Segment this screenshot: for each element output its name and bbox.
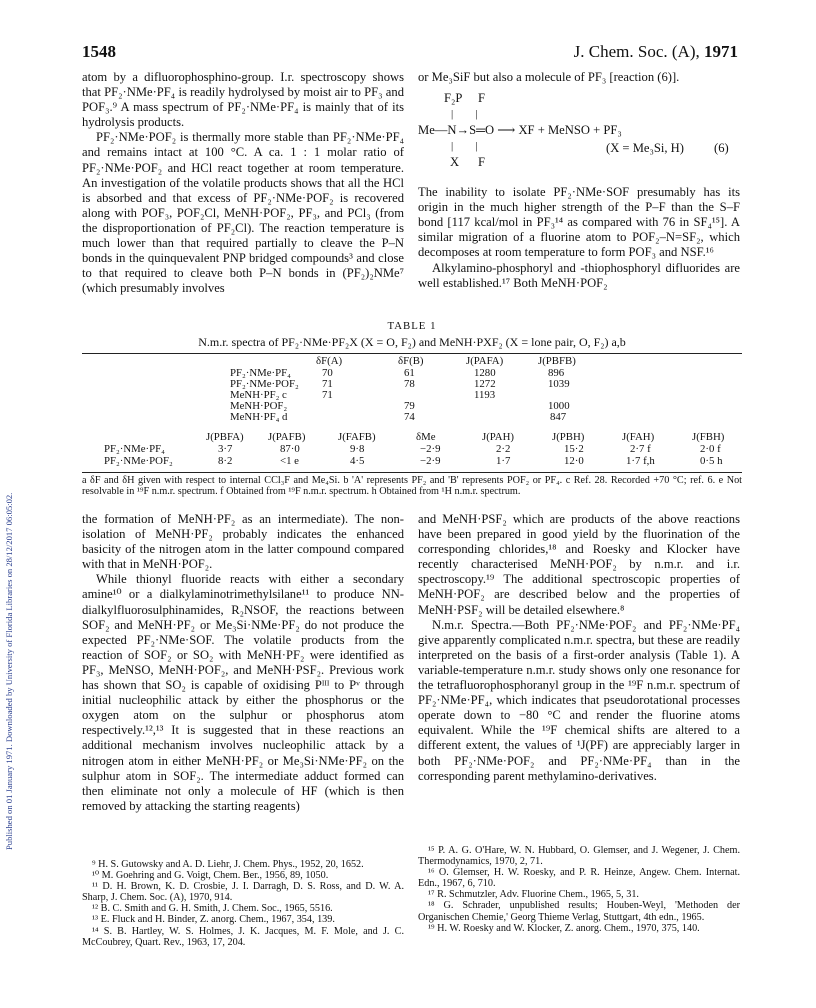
table-cell: 15·2	[564, 443, 584, 455]
table-cell: 2·0 f	[700, 443, 721, 455]
scheme-bond: | |	[451, 108, 478, 121]
table-cell: 4·5	[350, 455, 365, 467]
journal-year: 1971	[704, 42, 738, 61]
table-row-name: PF₂·NMe·POF₂	[104, 455, 173, 467]
table-cell: 79	[404, 400, 415, 412]
scheme-bond: | |	[451, 140, 478, 153]
table-cell: 1272	[474, 378, 496, 390]
nmr-table	[82, 320, 742, 498]
reference: ¹⁷ R. Schmutzler, Adv. Fluorine Chem., 1965, 5, 31.	[428, 889, 639, 901]
right-column-top	[418, 70, 740, 291]
reference: ¹⁴ S. B. Hartley, W. S. Holmes, J. K. Jacques, M. F. Mole, and J. C. McCoubrey, Quart. Rev., 1963, 17, 204.	[82, 925, 404, 948]
table-row-name: PF₂·NMe·POF₂	[230, 378, 299, 390]
reference: ⁹ H. S. Gutowsky and A. D. Liehr, J. Chem. Phys., 1952, 20, 1652.	[92, 859, 364, 870]
left-column-top	[82, 70, 404, 296]
table-cell: 1193	[474, 389, 496, 401]
table-row-name: MeNH·PF₄ d	[230, 411, 288, 423]
table-footnote: a δF and δH given with respect to internal CCl₃F and Me₄Si. b 'A' represents PF₂ and 'B' represents POF₂ or PF₄. c Ref. 28. Recorded +70 °C; ref. 6. e Not resolvable in ¹⁹F n.m.r. spectrum. f Obtained from ¹⁹F n.m.r. spectrum. h Obtained from ¹H n.m.r. spectrum.	[82, 475, 742, 498]
table-cell: 2·7 f	[630, 443, 651, 455]
table-cell: 1280	[474, 367, 496, 379]
reaction-scheme	[418, 89, 740, 185]
scheme-top-left: F₂P	[444, 91, 463, 106]
table-caption: N.m.r. spectra of PF₂·NMe·PF₂X (X = O, F₂) and MeNH·PXF₂ (X = lone pair, O, F₂) a,b	[198, 335, 626, 349]
table-row-name: PF₂·NMe·PF₄	[230, 367, 291, 379]
table-header: δF(A)	[316, 355, 343, 367]
table-header: J(FBH)	[692, 431, 725, 443]
reference: ¹⁸ G. Schrader, unpublished results; Houben-Weyl, 'Methoden der Organischen Chemie,' Georg Thieme Verlag, Stuttgart, 4th edn., 1965.	[418, 900, 740, 923]
scheme-bottom-right: F	[478, 155, 486, 170]
scheme-number: (6)	[714, 141, 729, 156]
table-header: J(PAFA)	[466, 355, 504, 367]
table-cell: −2·9	[420, 443, 441, 455]
table-cell: 1000	[548, 400, 570, 412]
table-header: J(PBFB)	[538, 355, 576, 367]
download-watermark: Published on 01 January 1971. Downloaded by University of Florida Libraries on 28/12/2017 06:05:02.	[4, 492, 14, 850]
table-row-name: PF₂·NMe·PF₄	[104, 443, 165, 455]
reference: ¹⁶ O. Glemser, H. W. Roesky, and P. R. Heinze, Angew. Chem. Internat. Edn., 1967, 6, 710.	[418, 867, 740, 890]
reference: ¹⁰ M. Goehring and G. Voigt, Chem. Ber., 1956, 89, 1050.	[92, 870, 329, 882]
reference: ¹¹ D. H. Brown, K. D. Crosbie, J. I. Darragh, D. S. Ross, and D. W. A. Sharp, J. Chem. Soc. (A), 1970, 914.	[82, 881, 404, 904]
right-column-bottom	[418, 512, 740, 784]
table-cell: 1039	[548, 378, 570, 390]
paragraph: the formation of MeNH·PF₂ as an intermediate). The non-isolation of MeNH·PF₂ probably indicates the enhanced basicity of the nitrogen atom in the latter compound compared with that in MeNH·POF₂.	[82, 512, 404, 572]
journal-header	[574, 42, 738, 62]
table-cell: 8·2	[218, 455, 233, 467]
table-title: TABLE 1	[387, 320, 437, 332]
table-cell: 74	[404, 411, 415, 423]
table-row-name: MeNH·PF₂ c	[230, 389, 287, 401]
table-header: J(PBH)	[552, 431, 585, 443]
table-header: J(PAFB)	[268, 431, 306, 443]
table-header: δF(B)	[398, 355, 424, 367]
scheme-main: Me—N→S═O ⟶ XF + MeNSO + PF₃	[418, 123, 622, 138]
table-cell: 71	[322, 378, 333, 390]
references-left	[82, 859, 404, 948]
table-header: J(FAH)	[622, 431, 655, 443]
table-cell: 1·7	[496, 455, 511, 467]
journal-name: J. Chem. Soc. (A),	[573, 42, 700, 61]
paragraph: PF₂·NMe·POF₂ is thermally more stable than PF₂·NMe·PF₄ and remains intact at 100 °C. A ca. 1 : 1 molar ratio of PF₂·NMe·POF₂ and HCl react together at room temperature. An investigation of the volatile products shows that all the HCl is absorbed and that excess of PF₂·NMe·POF₂ is recovered along with POF₃, POF₂Cl, MeNH·POF₂, PF₃, and PCl₃ (from the disproportionation of PF₂Cl). The reaction temperature is much lower than that required partially to cleave the P–N bonds in the quinquevalent PNP bridged compounds³ and close to that required to cleave both P–N bonds in (PF₂)₂NMe⁷ (which presumably involves	[82, 130, 404, 296]
paragraph: N.m.r. Spectra.—Both PF₂·NMe·POF₂ and PF₂·NMe·PF₄ give apparently complicated n.m.r. spectra, but these are readily interpreted on the basis of a first-order analysis (Table 1). A variable-temperature n.m.r. study shows only one resonance for the tetrafluorophosphoranyl group in the ¹⁹F n.m.r. spectrum of PF₂·NMe·PF₄, which indicates that pseudorotational processes operate down to −80 °C and render the fluorine atoms equivalent. While the ¹⁹F chemical shifts are altered to a different extent, the values of ¹J(PF) are appreciably larger in both PF₂·NMe·POF₂ and PF₂·NMe·PF₄ than in the corresponding parent methylamino-derivatives.	[418, 617, 740, 783]
table-cell: 71	[322, 389, 333, 401]
reference: ¹³ E. Fluck and H. Binder, Z. anorg. Chem., 1967, 354, 139.	[92, 914, 335, 926]
paragraph: Alkylamino-phosphoryl and -thiophosphoryl difluorides are well established.¹⁷ Both MeNH·POF₂	[418, 260, 740, 290]
references-right	[418, 845, 740, 934]
table-cell: 847	[550, 411, 567, 423]
table-header: J(FAFB)	[338, 431, 376, 443]
table-cell: <1 e	[280, 455, 299, 467]
table-cell: 12·0	[564, 455, 584, 467]
table-cell: 70	[322, 367, 333, 379]
table-header: J(PAH)	[482, 431, 515, 443]
table-row-name: MeNH·POF₂	[230, 400, 288, 412]
paragraph: and MeNH·PSF₂ which are products of the above reactions have been prepared in good yield by the fluorination of the corresponding chlorides,¹⁸ and Roesky and Klocker have recently characterised MeNH·POF₂ by n.m.r. and i.r. spectroscopy.¹⁹ The additional spectroscopic properties of MeNH·POF₂ are described below and the properties of MeNH·PSF₂ will be detailed elsewhere.⁸	[418, 512, 740, 617]
reference: ¹² B. C. Smith and G. H. Smith, J. Chem. Soc., 1965, 5516.	[92, 903, 333, 915]
table-upper	[82, 354, 742, 432]
scheme-bottom-left: X	[450, 155, 460, 170]
table-cell: 61	[404, 367, 415, 379]
table-cell: 78	[404, 378, 415, 390]
table-cell: 896	[548, 367, 565, 379]
table-header: J(PBFA)	[206, 431, 244, 443]
scheme-condition: (X = Me₃Si, H)	[606, 141, 684, 156]
paragraph: or Me₃SiF but also a molecule of PF₃ [reaction (6)].	[418, 70, 680, 84]
table-cell: 2·2	[496, 443, 511, 455]
reference: ¹⁹ H. W. Roesky and W. Klocker, Z. anorg. Chem., 1970, 375, 140.	[428, 922, 700, 934]
table-cell: 87·0	[280, 443, 300, 455]
paragraph: atom by a difluorophosphino-group. I.r. spectroscopy shows that PF₂·NMe·PF₄ is readily hydrolysed by moist air to PF₃ and POF₃.⁹ A mass spectrum of PF₂·NMe·PF₄ is mainly that of its hydrolysis products.	[82, 70, 404, 130]
page-number: 1548	[82, 42, 116, 61]
table-cell: 0·5 h	[700, 455, 723, 467]
table-lower	[82, 432, 742, 472]
paragraph: The inability to isolate PF₂·NMe·SOF presumably has its origin in the much higher strength of the P–F than the S–F bond [117 kcal/mol in PF₃¹⁴ as compared with 76 in SF₄¹⁵]. A similar migration of a fluorine atom to POF₂–N=SF₂, which decomposes at room temperature to form POF₃ and NSF.¹⁶	[418, 185, 740, 260]
table-rule	[82, 472, 742, 473]
table-cell: 1·7 f,h	[626, 455, 655, 467]
scheme-top-right: F	[478, 91, 486, 106]
table-cell: 3·7	[218, 443, 233, 455]
paragraph: While thionyl fluoride reacts with either a secondary amine¹⁰ or a dialkylaminotrimethylsilane¹¹ to produce NN-dialkylfluorosulphinamides, R₂NSOF, the reactions between SOF₂ and MeNH·PF₂ or Me₃Si·NMe·PF₂ do not produce the expected PF₂·NMe·SOF. The volatile products from the reaction of SOF₂ or SO₂ with MeNH·PF₂ were identified as PF₃, MeNSO, MeNH·POF₂, and MeNH·PSF₂. Previous work has shown that SO₂ is capable of oxidising Pᴵᴵᴵ to Pᵛ through initial nucleophilic attack by either the phosphorus or the oxygen atom on the sulphur or phosphorus atom respectively.¹²,¹³ It is suggested that in these reactions an additional mechanism involves nucleophilic attack by a nitrogen atom in either MeNH·PF₂ or Me₃Si·NMe·PF₂ on the sulphur atom in SOF₂. The intermediate adduct formed can then eliminate not only a molecule of HF (which is then removed by attacking the starting reagents)	[82, 572, 404, 813]
reference: ¹⁵ P. A. G. O'Hare, W. N. Hubbard, O. Glemser, and J. Wegener, J. Chem. Thermodynamics, 1970, 2, 71.	[418, 845, 740, 868]
table-cell: 9·8	[350, 443, 365, 455]
table-header: δMe	[416, 431, 436, 443]
left-column-bottom	[82, 512, 404, 814]
table-cell: −2·9	[420, 455, 441, 467]
